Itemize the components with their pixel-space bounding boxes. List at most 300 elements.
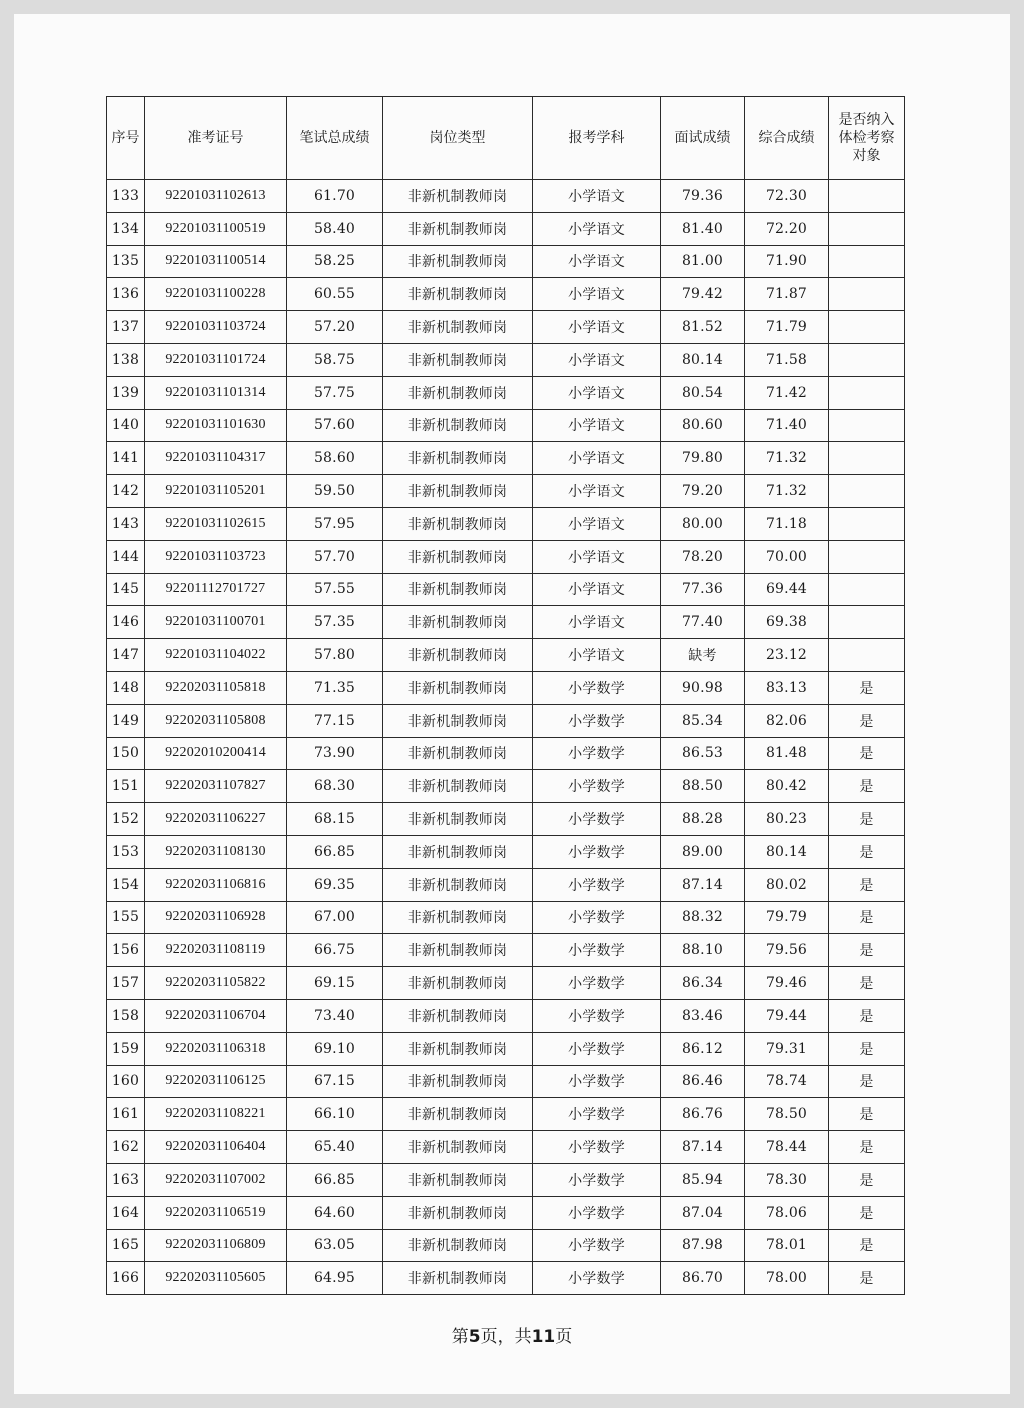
- cell-post: 非新机制教师岗: [383, 212, 533, 245]
- cell-exam: [829, 540, 905, 573]
- cell-post: 非新机制教师岗: [383, 606, 533, 639]
- cell-interview: 80.14: [661, 343, 745, 376]
- cell-written: 57.95: [287, 507, 383, 540]
- cell-exam: [829, 639, 905, 672]
- cell-seq: 162: [107, 1131, 145, 1164]
- cell-written: 77.15: [287, 704, 383, 737]
- cell-exam: [829, 212, 905, 245]
- cell-ticket: 92202031106704: [145, 999, 287, 1032]
- cell-interview: 83.46: [661, 999, 745, 1032]
- cell-subject: 小学语文: [533, 311, 661, 344]
- cell-written: 66.10: [287, 1098, 383, 1131]
- cell-exam: [829, 442, 905, 475]
- table-header: [107, 97, 905, 180]
- cell-interview: 85.34: [661, 704, 745, 737]
- document-page: [14, 14, 1010, 1394]
- cell-seq: 139: [107, 376, 145, 409]
- cell-written: 58.25: [287, 245, 383, 278]
- cell-subject: 小学数学: [533, 934, 661, 967]
- table-row: [107, 409, 905, 442]
- cell-subject: 小学数学: [533, 967, 661, 1000]
- cell-exam: [829, 573, 905, 606]
- cell-total: 72.20: [745, 212, 829, 245]
- cell-interview: 90.98: [661, 671, 745, 704]
- cell-seq: 155: [107, 901, 145, 934]
- cell-exam: 是: [829, 1065, 905, 1098]
- cell-ticket: 92201031103723: [145, 540, 287, 573]
- cell-exam: [829, 278, 905, 311]
- cell-written: 57.55: [287, 573, 383, 606]
- cell-subject: 小学数学: [533, 1163, 661, 1196]
- header-row: [107, 97, 905, 180]
- cell-interview: 85.94: [661, 1163, 745, 1196]
- cell-written: 66.85: [287, 1163, 383, 1196]
- cell-post: 非新机制教师岗: [383, 343, 533, 376]
- cell-written: 71.35: [287, 671, 383, 704]
- cell-exam: 是: [829, 770, 905, 803]
- cell-ticket: 92201031101724: [145, 343, 287, 376]
- cell-total: 79.46: [745, 967, 829, 1000]
- cell-subject: 小学数学: [533, 803, 661, 836]
- cell-exam: 是: [829, 868, 905, 901]
- cell-total: 71.18: [745, 507, 829, 540]
- cell-seq: 147: [107, 639, 145, 672]
- header-seq: 序号: [107, 97, 145, 180]
- table-row: [107, 999, 905, 1032]
- header-interview: 面试成绩: [661, 97, 745, 180]
- cell-seq: 156: [107, 934, 145, 967]
- cell-subject: 小学语文: [533, 442, 661, 475]
- cell-post: 非新机制教师岗: [383, 704, 533, 737]
- cell-seq: 164: [107, 1196, 145, 1229]
- cell-written: 57.20: [287, 311, 383, 344]
- cell-total: 69.44: [745, 573, 829, 606]
- cell-post: 非新机制教师岗: [383, 671, 533, 704]
- cell-interview: 86.70: [661, 1262, 745, 1295]
- cell-exam: 是: [829, 803, 905, 836]
- cell-ticket: 92201031100519: [145, 212, 287, 245]
- cell-post: 非新机制教师岗: [383, 475, 533, 508]
- cell-interview: 87.98: [661, 1229, 745, 1262]
- cell-interview: 88.32: [661, 901, 745, 934]
- cell-ticket: 92202031106519: [145, 1196, 287, 1229]
- cell-total: 78.30: [745, 1163, 829, 1196]
- cell-post: 非新机制教师岗: [383, 999, 533, 1032]
- cell-interview: 78.20: [661, 540, 745, 573]
- cell-seq: 154: [107, 868, 145, 901]
- cell-exam: 是: [829, 1262, 905, 1295]
- cell-ticket: 92201031102613: [145, 180, 287, 213]
- cell-exam: [829, 311, 905, 344]
- cell-ticket: 92202031106809: [145, 1229, 287, 1262]
- cell-exam: [829, 343, 905, 376]
- cell-subject: 小学语文: [533, 245, 661, 278]
- cell-post: 非新机制教师岗: [383, 1163, 533, 1196]
- table-row: [107, 1163, 905, 1196]
- cell-post: 非新机制教师岗: [383, 1262, 533, 1295]
- cell-post: 非新机制教师岗: [383, 835, 533, 868]
- cell-total: 80.14: [745, 835, 829, 868]
- cell-post: 非新机制教师岗: [383, 737, 533, 770]
- cell-interview: 88.10: [661, 934, 745, 967]
- cell-post: 非新机制教师岗: [383, 967, 533, 1000]
- cell-exam: 是: [829, 967, 905, 1000]
- cell-subject: 小学语文: [533, 343, 661, 376]
- cell-exam: [829, 180, 905, 213]
- cell-seq: 135: [107, 245, 145, 278]
- cell-seq: 141: [107, 442, 145, 475]
- table-row: [107, 1032, 905, 1065]
- cell-total: 80.42: [745, 770, 829, 803]
- cell-seq: 151: [107, 770, 145, 803]
- cell-interview: 87.04: [661, 1196, 745, 1229]
- cell-seq: 144: [107, 540, 145, 573]
- cell-total: 71.42: [745, 376, 829, 409]
- cell-exam: 是: [829, 1098, 905, 1131]
- cell-post: 非新机制教师岗: [383, 540, 533, 573]
- header-post: 岗位类型: [383, 97, 533, 180]
- cell-post: 非新机制教师岗: [383, 803, 533, 836]
- cell-written: 57.35: [287, 606, 383, 639]
- table-row: [107, 1098, 905, 1131]
- cell-total: 82.06: [745, 704, 829, 737]
- cell-interview: 89.00: [661, 835, 745, 868]
- cell-interview: 86.53: [661, 737, 745, 770]
- cell-written: 67.00: [287, 901, 383, 934]
- cell-seq: 166: [107, 1262, 145, 1295]
- table-row: [107, 868, 905, 901]
- cell-ticket: 92202031105808: [145, 704, 287, 737]
- cell-total: 71.79: [745, 311, 829, 344]
- cell-subject: 小学数学: [533, 1131, 661, 1164]
- cell-seq: 165: [107, 1229, 145, 1262]
- header-ticket: 准考证号: [145, 97, 287, 180]
- cell-ticket: 92202031106318: [145, 1032, 287, 1065]
- cell-ticket: 92202031105605: [145, 1262, 287, 1295]
- cell-subject: 小学数学: [533, 1065, 661, 1098]
- table-row: [107, 737, 905, 770]
- cell-written: 58.40: [287, 212, 383, 245]
- cell-post: 非新机制教师岗: [383, 1131, 533, 1164]
- cell-seq: 140: [107, 409, 145, 442]
- cell-post: 非新机制教师岗: [383, 868, 533, 901]
- table-row: [107, 343, 905, 376]
- cell-post: 非新机制教师岗: [383, 573, 533, 606]
- table-row: [107, 1262, 905, 1295]
- cell-ticket: 92201112701727: [145, 573, 287, 606]
- cell-seq: 146: [107, 606, 145, 639]
- cell-total: 78.00: [745, 1262, 829, 1295]
- cell-post: 非新机制教师岗: [383, 901, 533, 934]
- cell-exam: 是: [829, 934, 905, 967]
- table-row: [107, 1229, 905, 1262]
- cell-subject: 小学数学: [533, 999, 661, 1032]
- cell-seq: 142: [107, 475, 145, 508]
- cell-ticket: 92201031100228: [145, 278, 287, 311]
- cell-subject: 小学数学: [533, 704, 661, 737]
- cell-interview: 81.52: [661, 311, 745, 344]
- cell-subject: 小学语文: [533, 606, 661, 639]
- cell-interview: 79.36: [661, 180, 745, 213]
- cell-ticket: 92202031105822: [145, 967, 287, 1000]
- cell-written: 64.60: [287, 1196, 383, 1229]
- cell-subject: 小学数学: [533, 835, 661, 868]
- table-row: [107, 376, 905, 409]
- cell-seq: 138: [107, 343, 145, 376]
- cell-subject: 小学数学: [533, 1196, 661, 1229]
- cell-post: 非新机制教师岗: [383, 245, 533, 278]
- cell-seq: 157: [107, 967, 145, 1000]
- cell-ticket: 92201031100514: [145, 245, 287, 278]
- cell-ticket: 92202031106125: [145, 1065, 287, 1098]
- cell-written: 57.80: [287, 639, 383, 672]
- cell-subject: 小学语文: [533, 180, 661, 213]
- cell-interview: 80.00: [661, 507, 745, 540]
- cell-interview: 81.00: [661, 245, 745, 278]
- cell-ticket: 92202031108119: [145, 934, 287, 967]
- table-body: [107, 180, 905, 1295]
- cell-post: 非新机制教师岗: [383, 1065, 533, 1098]
- cell-ticket: 92201031103724: [145, 311, 287, 344]
- cell-total: 79.56: [745, 934, 829, 967]
- cell-interview: 79.80: [661, 442, 745, 475]
- cell-written: 67.15: [287, 1065, 383, 1098]
- cell-interview: 88.28: [661, 803, 745, 836]
- cell-written: 65.40: [287, 1131, 383, 1164]
- cell-post: 非新机制教师岗: [383, 442, 533, 475]
- cell-total: 78.44: [745, 1131, 829, 1164]
- cell-total: 70.00: [745, 540, 829, 573]
- cell-interview: 77.40: [661, 606, 745, 639]
- cell-interview: 87.14: [661, 868, 745, 901]
- cell-written: 64.95: [287, 1262, 383, 1295]
- footer-middle: 页，共: [480, 1327, 532, 1347]
- page-footer: [14, 1322, 1010, 1347]
- table-row: [107, 1065, 905, 1098]
- cell-exam: 是: [829, 737, 905, 770]
- cell-total: 79.31: [745, 1032, 829, 1065]
- cell-written: 68.15: [287, 803, 383, 836]
- cell-interview: 缺考: [661, 639, 745, 672]
- cell-exam: 是: [829, 1229, 905, 1262]
- table-row: [107, 1196, 905, 1229]
- cell-total: 78.01: [745, 1229, 829, 1262]
- cell-total: 71.40: [745, 409, 829, 442]
- table-row: [107, 507, 905, 540]
- cell-exam: [829, 245, 905, 278]
- cell-total: 78.74: [745, 1065, 829, 1098]
- cell-exam: [829, 376, 905, 409]
- cell-seq: 149: [107, 704, 145, 737]
- table-row: [107, 704, 905, 737]
- cell-interview: 79.42: [661, 278, 745, 311]
- cell-seq: 136: [107, 278, 145, 311]
- cell-total: 69.38: [745, 606, 829, 639]
- cell-ticket: 92201031105201: [145, 475, 287, 508]
- cell-seq: 143: [107, 507, 145, 540]
- cell-post: 非新机制教师岗: [383, 1229, 533, 1262]
- cell-total: 71.58: [745, 343, 829, 376]
- cell-written: 73.90: [287, 737, 383, 770]
- cell-interview: 80.54: [661, 376, 745, 409]
- cell-post: 非新机制教师岗: [383, 376, 533, 409]
- cell-post: 非新机制教师岗: [383, 278, 533, 311]
- cell-exam: 是: [829, 1032, 905, 1065]
- cell-ticket: 92202031105818: [145, 671, 287, 704]
- cell-written: 69.15: [287, 967, 383, 1000]
- cell-seq: 153: [107, 835, 145, 868]
- cell-post: 非新机制教师岗: [383, 507, 533, 540]
- cell-ticket: 92201031104022: [145, 639, 287, 672]
- cell-seq: 163: [107, 1163, 145, 1196]
- cell-exam: 是: [829, 671, 905, 704]
- cell-exam: 是: [829, 1196, 905, 1229]
- table-row: [107, 311, 905, 344]
- cell-subject: 小学数学: [533, 868, 661, 901]
- cell-interview: 87.14: [661, 1131, 745, 1164]
- cell-exam: 是: [829, 901, 905, 934]
- cell-total: 81.48: [745, 737, 829, 770]
- cell-subject: 小学语文: [533, 409, 661, 442]
- cell-interview: 86.34: [661, 967, 745, 1000]
- table-row: [107, 475, 905, 508]
- cell-ticket: 92202031106227: [145, 803, 287, 836]
- cell-subject: 小学语文: [533, 278, 661, 311]
- cell-total: 72.30: [745, 180, 829, 213]
- cell-subject: 小学数学: [533, 901, 661, 934]
- cell-written: 58.60: [287, 442, 383, 475]
- cell-ticket: 92202031107827: [145, 770, 287, 803]
- table-row: [107, 1131, 905, 1164]
- cell-exam: 是: [829, 999, 905, 1032]
- cell-post: 非新机制教师岗: [383, 1032, 533, 1065]
- cell-ticket: 92202010200414: [145, 737, 287, 770]
- table-row: [107, 639, 905, 672]
- cell-interview: 86.46: [661, 1065, 745, 1098]
- cell-subject: 小学数学: [533, 770, 661, 803]
- cell-written: 61.70: [287, 180, 383, 213]
- table-row: [107, 901, 905, 934]
- cell-interview: 77.36: [661, 573, 745, 606]
- table-row: [107, 180, 905, 213]
- table-row: [107, 803, 905, 836]
- cell-total: 78.06: [745, 1196, 829, 1229]
- cell-total: 79.79: [745, 901, 829, 934]
- cell-subject: 小学语文: [533, 639, 661, 672]
- cell-total: 71.32: [745, 475, 829, 508]
- cell-interview: 81.40: [661, 212, 745, 245]
- table-row: [107, 278, 905, 311]
- cell-post: 非新机制教师岗: [383, 639, 533, 672]
- cell-written: 66.75: [287, 934, 383, 967]
- cell-written: 69.10: [287, 1032, 383, 1065]
- cell-subject: 小学数学: [533, 1032, 661, 1065]
- cell-total: 23.12: [745, 639, 829, 672]
- table-row: [107, 934, 905, 967]
- cell-exam: [829, 475, 905, 508]
- cell-total: 71.32: [745, 442, 829, 475]
- cell-ticket: 92201031101314: [145, 376, 287, 409]
- cell-written: 73.40: [287, 999, 383, 1032]
- cell-interview: 86.12: [661, 1032, 745, 1065]
- cell-ticket: 92202031108130: [145, 835, 287, 868]
- cell-written: 66.85: [287, 835, 383, 868]
- cell-post: 非新机制教师岗: [383, 1196, 533, 1229]
- cell-subject: 小学数学: [533, 1229, 661, 1262]
- cell-seq: 148: [107, 671, 145, 704]
- cell-exam: 是: [829, 704, 905, 737]
- cell-total: 71.90: [745, 245, 829, 278]
- cell-written: 60.55: [287, 278, 383, 311]
- cell-exam: 是: [829, 1163, 905, 1196]
- cell-subject: 小学数学: [533, 1098, 661, 1131]
- table-row: [107, 967, 905, 1000]
- cell-subject: 小学数学: [533, 671, 661, 704]
- cell-post: 非新机制教师岗: [383, 934, 533, 967]
- cell-total: 78.50: [745, 1098, 829, 1131]
- cell-seq: 145: [107, 573, 145, 606]
- cell-subject: 小学语文: [533, 573, 661, 606]
- cell-ticket: 92202031108221: [145, 1098, 287, 1131]
- cell-ticket: 92201031101630: [145, 409, 287, 442]
- footer-suffix: 页: [555, 1327, 573, 1347]
- cell-written: 58.75: [287, 343, 383, 376]
- cell-subject: 小学数学: [533, 1262, 661, 1295]
- table-row: [107, 573, 905, 606]
- cell-ticket: 92202031106404: [145, 1131, 287, 1164]
- cell-subject: 小学语文: [533, 475, 661, 508]
- cell-post: 非新机制教师岗: [383, 409, 533, 442]
- cell-exam: 是: [829, 835, 905, 868]
- cell-seq: 137: [107, 311, 145, 344]
- cell-exam: 是: [829, 1131, 905, 1164]
- cell-ticket: 92201031104317: [145, 442, 287, 475]
- header-written: 笔试总成绩: [287, 97, 383, 180]
- cell-ticket: 92202031107002: [145, 1163, 287, 1196]
- table-row: [107, 212, 905, 245]
- cell-written: 57.75: [287, 376, 383, 409]
- cell-exam: [829, 606, 905, 639]
- table-row: [107, 442, 905, 475]
- header-exam: 是否纳入体检考察对象: [829, 97, 905, 180]
- cell-written: 57.60: [287, 409, 383, 442]
- cell-post: 非新机制教师岗: [383, 1098, 533, 1131]
- cell-subject: 小学语文: [533, 212, 661, 245]
- table-row: [107, 245, 905, 278]
- cell-total: 80.23: [745, 803, 829, 836]
- cell-exam: [829, 409, 905, 442]
- cell-seq: 134: [107, 212, 145, 245]
- header-total: 综合成绩: [745, 97, 829, 180]
- table-row: [107, 835, 905, 868]
- cell-interview: 79.20: [661, 475, 745, 508]
- cell-seq: 158: [107, 999, 145, 1032]
- cell-seq: 160: [107, 1065, 145, 1098]
- header-subject: 报考学科: [533, 97, 661, 180]
- table-row: [107, 606, 905, 639]
- cell-written: 63.05: [287, 1229, 383, 1262]
- cell-exam: [829, 507, 905, 540]
- cell-post: 非新机制教师岗: [383, 770, 533, 803]
- footer-page-number: 5: [468, 1327, 481, 1347]
- cell-seq: 150: [107, 737, 145, 770]
- cell-seq: 161: [107, 1098, 145, 1131]
- cell-subject: 小学数学: [533, 737, 661, 770]
- cell-seq: 133: [107, 180, 145, 213]
- table-row: [107, 770, 905, 803]
- cell-ticket: 92201031100701: [145, 606, 287, 639]
- table-row: [107, 540, 905, 573]
